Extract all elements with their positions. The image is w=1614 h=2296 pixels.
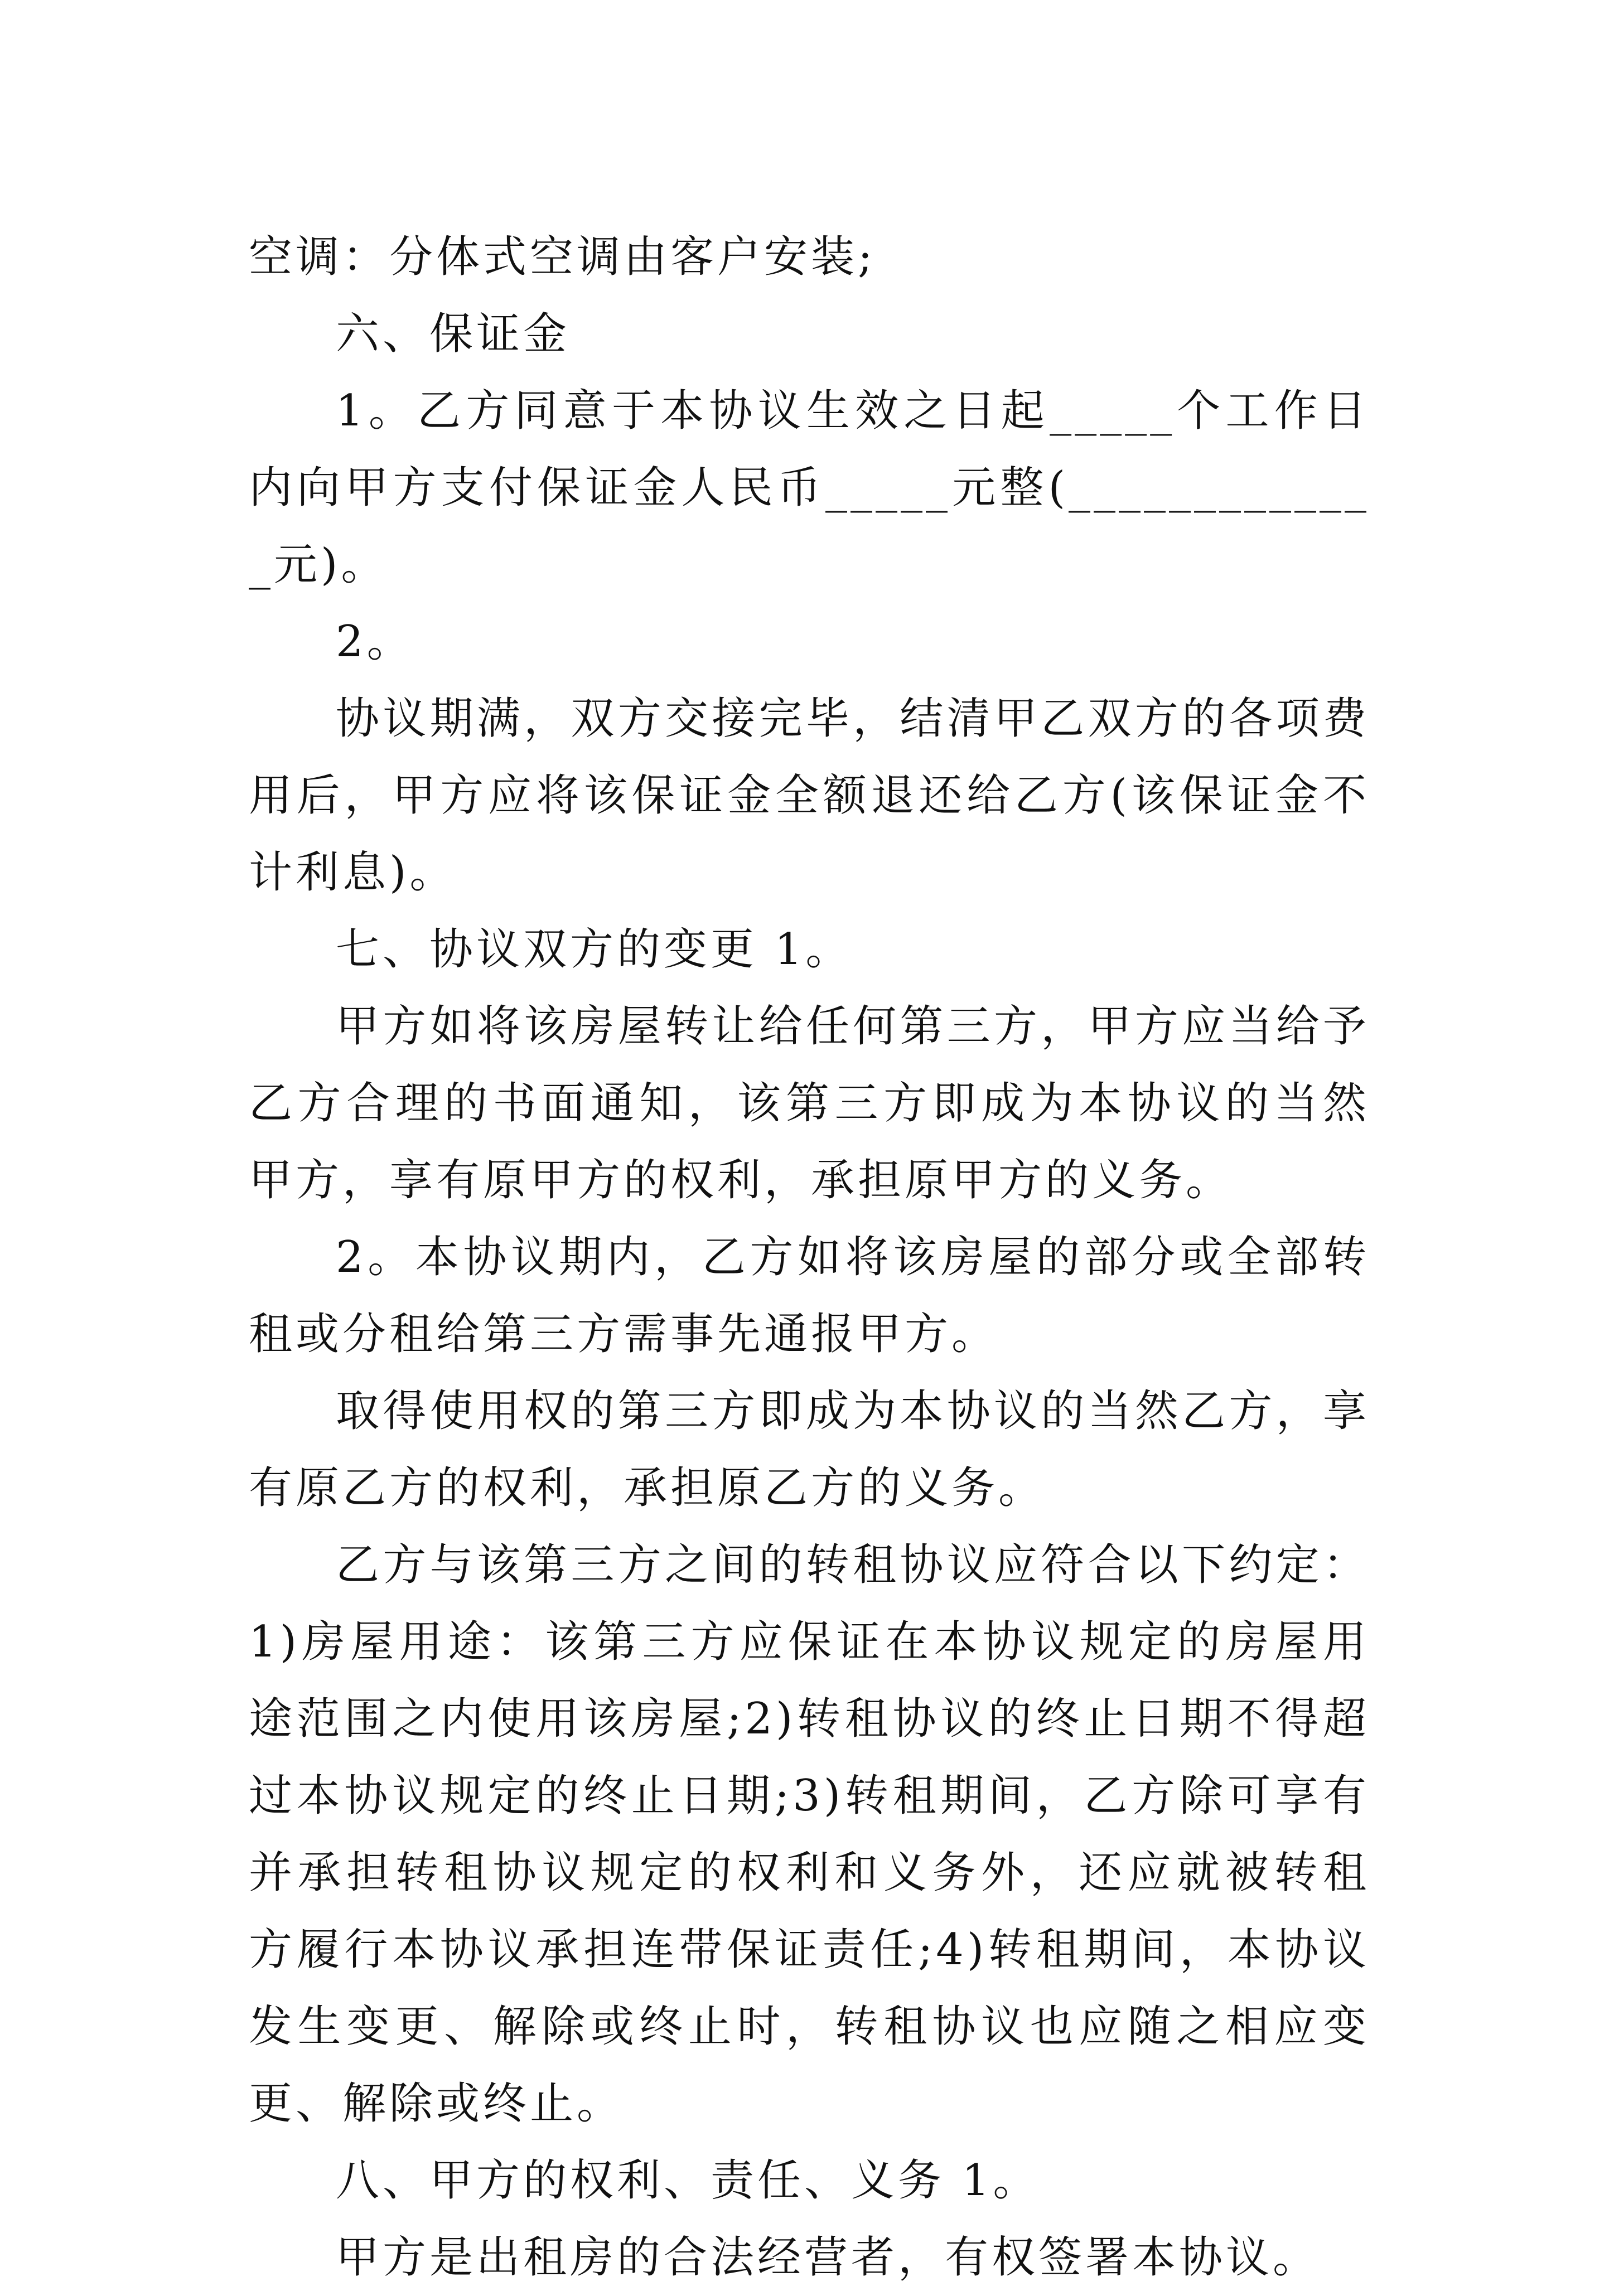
- paragraph-deposit-2-number: 2。: [336, 617, 414, 667]
- paragraph-sublease-terms: 乙方与该第三方之间的转租协议应符合以下约定：1)房屋用途：该第三方应保证在本协议规定的房屋用途范围之内使用该房屋;2)转租协议的终止日期不得超过本协议规定的终止日期;3)转租期间，乙方除可享有并承担转租协议规定的权利和义务外，还应就被转租方履行本协议承担连带保证责任;4)转租期间，本协议发生变更、解除或终止时，转租协议也应随之相应变更、解除或终止。: [249, 1540, 1370, 2129]
- paragraph-sublessee-rights: 取得使用权的第三方即成为本协议的当然乙方，享有原乙方的权利，承担原乙方的义务。: [249, 1386, 1370, 1513]
- section-heading-deposit: 六、保证金: [336, 309, 571, 359]
- paragraph-deposit-refund: 协议期满，双方交接完毕，结清甲乙双方的各项费用后，甲方应将该保证金全额退还给乙方(该保证金不计利息)。: [249, 694, 1370, 898]
- paragraph-air-conditioning: 空调：分体式空调由客户安装;: [249, 232, 876, 282]
- document-body: [249, 219, 1370, 2296]
- section-heading-changes: 七、协议双方的变更 1。: [336, 924, 853, 975]
- paragraph-transfer-third-party: 甲方如将该房屋转让给任何第三方，甲方应当给予乙方合理的书面通知，该第三方即成为本协议的当然甲方，享有原甲方的权利，承担原甲方的义务。: [249, 1001, 1370, 1205]
- paragraph-sublease-notice: 2。本协议期内，乙方如将该房屋的部分或全部转租或分租给第三方需事先通报甲方。: [249, 1232, 1370, 1359]
- section-heading-party-a-rights: 八、甲方的权利、责任、义务 1。: [336, 2155, 1040, 2206]
- paragraph-party-a-legal-operator: 甲方是出租房的合法经营者，有权签署本协议。: [336, 2232, 1320, 2283]
- paragraph-deposit-1: 1。乙方同意于本协议生效之日起_____个工作日内向甲方支付保证金人民币_____元整(_____________元)。: [249, 386, 1370, 590]
